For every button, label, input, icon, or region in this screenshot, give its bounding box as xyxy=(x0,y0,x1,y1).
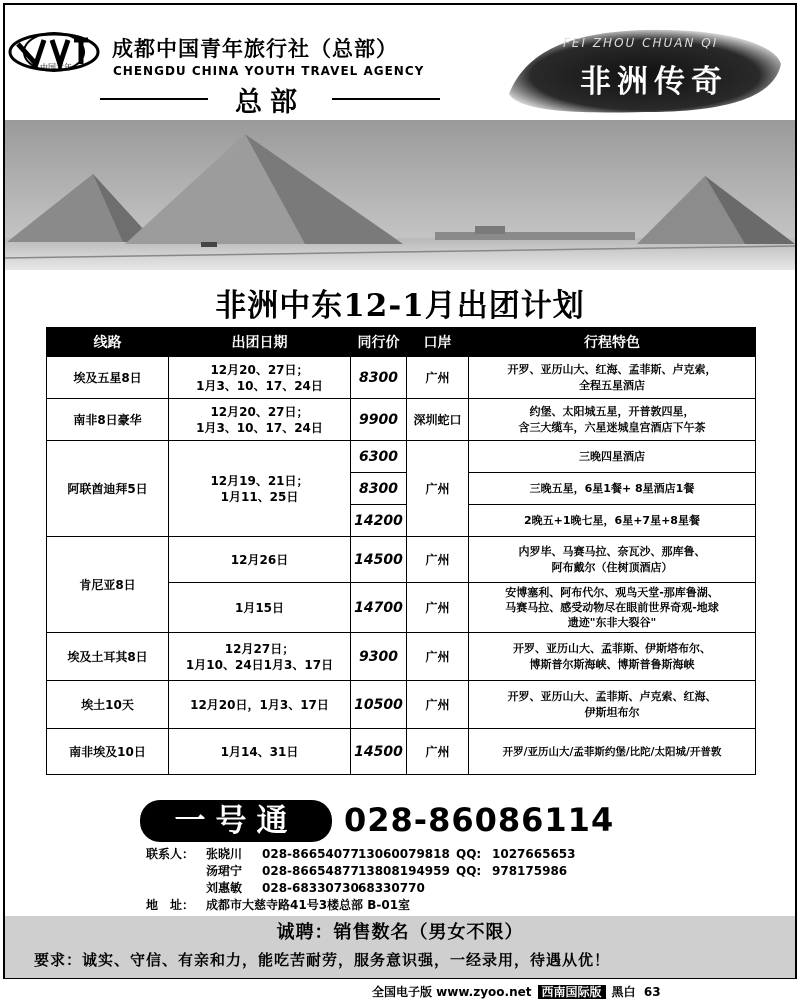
contact-row: 汤珺宁 028-8665487713808194959 QQ: 978175986 xyxy=(206,864,568,878)
table-row xyxy=(47,729,756,775)
price-cell: 8300 xyxy=(351,357,407,399)
hotline-number[interactable]: 028-86086114 xyxy=(344,801,615,839)
price-cell: 14700 xyxy=(351,583,407,633)
header-features: 行程特色 xyxy=(469,328,756,357)
page-title: 非洲中东12-1月出团计划 xyxy=(215,288,585,324)
table-row xyxy=(47,399,756,441)
port-cell: 广州 xyxy=(407,729,469,775)
company-name-cn: 成都中国青年旅行社（总部） xyxy=(112,37,398,61)
features-cell: 约堡、太阳城五星，开普敦四星， 含三大缆车，六星迷城皇宫酒店下午茶 xyxy=(469,399,756,441)
price-cell: 14200 xyxy=(351,505,407,537)
port-cell: 深圳蛇口 xyxy=(407,399,469,441)
features-cell: 安博塞利、阿布代尔、观鸟天堂-那库鲁湖、 马赛马拉、感受动物尽在眼前世界奇观-地球 遗迹"东非大裂谷" xyxy=(469,583,756,633)
divider-left xyxy=(100,98,208,100)
price-cell: 8300 xyxy=(351,473,407,505)
header-route: 线路 xyxy=(47,328,169,357)
table-row xyxy=(47,441,756,473)
route-cell: 肯尼亚8日 xyxy=(47,537,169,633)
divider-right xyxy=(332,98,440,100)
features-cell: 内罗毕、马赛马拉、奈瓦沙、那库鲁、 阿布戴尔（住树顶酒店） xyxy=(469,537,756,583)
price-cell: 10500 xyxy=(351,681,407,729)
company-name-en: CHENGDU CHINA YOUTH TRAVEL AGENCY xyxy=(113,64,425,78)
features-cell: 三晚五星，6星1餐+ 8星酒店1餐 xyxy=(469,473,756,505)
dates-cell: 12月20、27日； 1月3、10、17、24日 xyxy=(169,357,351,399)
route-cell: 南非埃及10日 xyxy=(47,729,169,775)
hq-label: 总部 xyxy=(235,87,305,118)
footer-site[interactable]: 全国电子版 www.zyoo.net xyxy=(372,985,532,999)
table-header-row xyxy=(47,328,756,357)
dates-cell: 12月20日，1月3、17日 xyxy=(169,681,351,729)
contact-row: 刘惠敏 028-6833073068330770 xyxy=(206,881,425,895)
port-cell: 广州 xyxy=(407,441,469,537)
address-label: 地 址： xyxy=(146,898,195,912)
dates-cell: 12月26日 xyxy=(169,537,351,583)
price-cell: 9300 xyxy=(351,633,407,681)
price-cell: 6300 xyxy=(351,441,407,473)
header-port: 口岸 xyxy=(407,328,469,357)
hotline-label: 一号通 xyxy=(140,800,332,842)
features-cell: 开罗/亚历山大/孟菲斯约堡/比陀/太阳城/开普敦 xyxy=(469,729,756,775)
contact-row: 联系人： 张晓川 028-8665407713060079818 QQ: 1027665653 xyxy=(146,847,576,861)
dates-cell: 1月14、31日 xyxy=(169,729,351,775)
tour-schedule-table xyxy=(46,327,756,775)
price-cell: 9900 xyxy=(351,399,407,441)
features-cell: 开罗、亚历山大、孟菲斯、卢克索、红海、 伊斯坦布尔 xyxy=(469,681,756,729)
footer-mode: 黑白 xyxy=(611,985,636,999)
dates-cell: 12月19、21日； 1月11、25日 xyxy=(169,441,351,537)
cyts-logo xyxy=(8,30,100,74)
address-row xyxy=(146,897,576,914)
recruit-requirements: 要求：诚实、守信、有亲和力，能吃苦耐劳，服务意识强，一经录用，待遇从优！ xyxy=(34,951,611,969)
port-cell: 广州 xyxy=(407,633,469,681)
logo-text: 中国青年 xyxy=(40,63,72,72)
port-cell: 广州 xyxy=(407,357,469,399)
route-cell: 南非8日豪华 xyxy=(47,399,169,441)
recruit-heading: 诚聘：销售数名（男女不限） xyxy=(276,922,524,943)
pyramids-photo xyxy=(5,120,795,270)
dates-cell: 1月15日 xyxy=(169,583,351,633)
route-cell: 阿联酋迪拜5日 xyxy=(47,441,169,537)
page-footer xyxy=(372,983,661,1000)
features-cell: 三晚四星酒店 xyxy=(469,441,756,473)
table-row xyxy=(47,537,756,583)
page-number: 63 xyxy=(643,985,661,999)
header-dates: 出团日期 xyxy=(169,328,351,357)
features-cell: 开罗、亚历山大、孟菲斯、伊斯塔布尔、 博斯普尔斯海峡、博斯普鲁斯海峡 xyxy=(469,633,756,681)
header-price: 同行价 xyxy=(351,328,407,357)
route-cell: 埃及五星8日 xyxy=(47,357,169,399)
port-cell: 广州 xyxy=(407,681,469,729)
table-row xyxy=(47,633,756,681)
price-cell: 14500 xyxy=(351,729,407,775)
route-cell: 埃及土耳其8日 xyxy=(47,633,169,681)
port-cell: 广州 xyxy=(407,583,469,633)
port-cell: 广州 xyxy=(407,537,469,583)
route-cell: 埃土10天 xyxy=(47,681,169,729)
features-cell: 开罗、亚历山大、红海、孟菲斯、卢克索， 全程五星酒店 xyxy=(469,357,756,399)
footer-edition-tag: 西南国际版 xyxy=(538,985,606,999)
contact-list xyxy=(146,846,576,914)
address-text: 成都市大慈寺路41号3楼总部 B-01室 xyxy=(206,898,411,912)
banner-subtitle: FEI ZHOU CHUAN QI xyxy=(563,36,719,50)
banner-title: 非洲传奇 xyxy=(580,64,728,100)
contacts-label: 联系人： xyxy=(146,847,195,861)
table-row xyxy=(47,681,756,729)
price-cell: 14500 xyxy=(351,537,407,583)
features-cell: 2晚五+1晚七星，6星+7星+8星餐 xyxy=(469,505,756,537)
dates-cell: 12月20、27日； 1月3、10、17、24日 xyxy=(169,399,351,441)
dates-cell: 12月27日； 1月10、24日1月3、17日 xyxy=(169,633,351,681)
table-row xyxy=(47,357,756,399)
